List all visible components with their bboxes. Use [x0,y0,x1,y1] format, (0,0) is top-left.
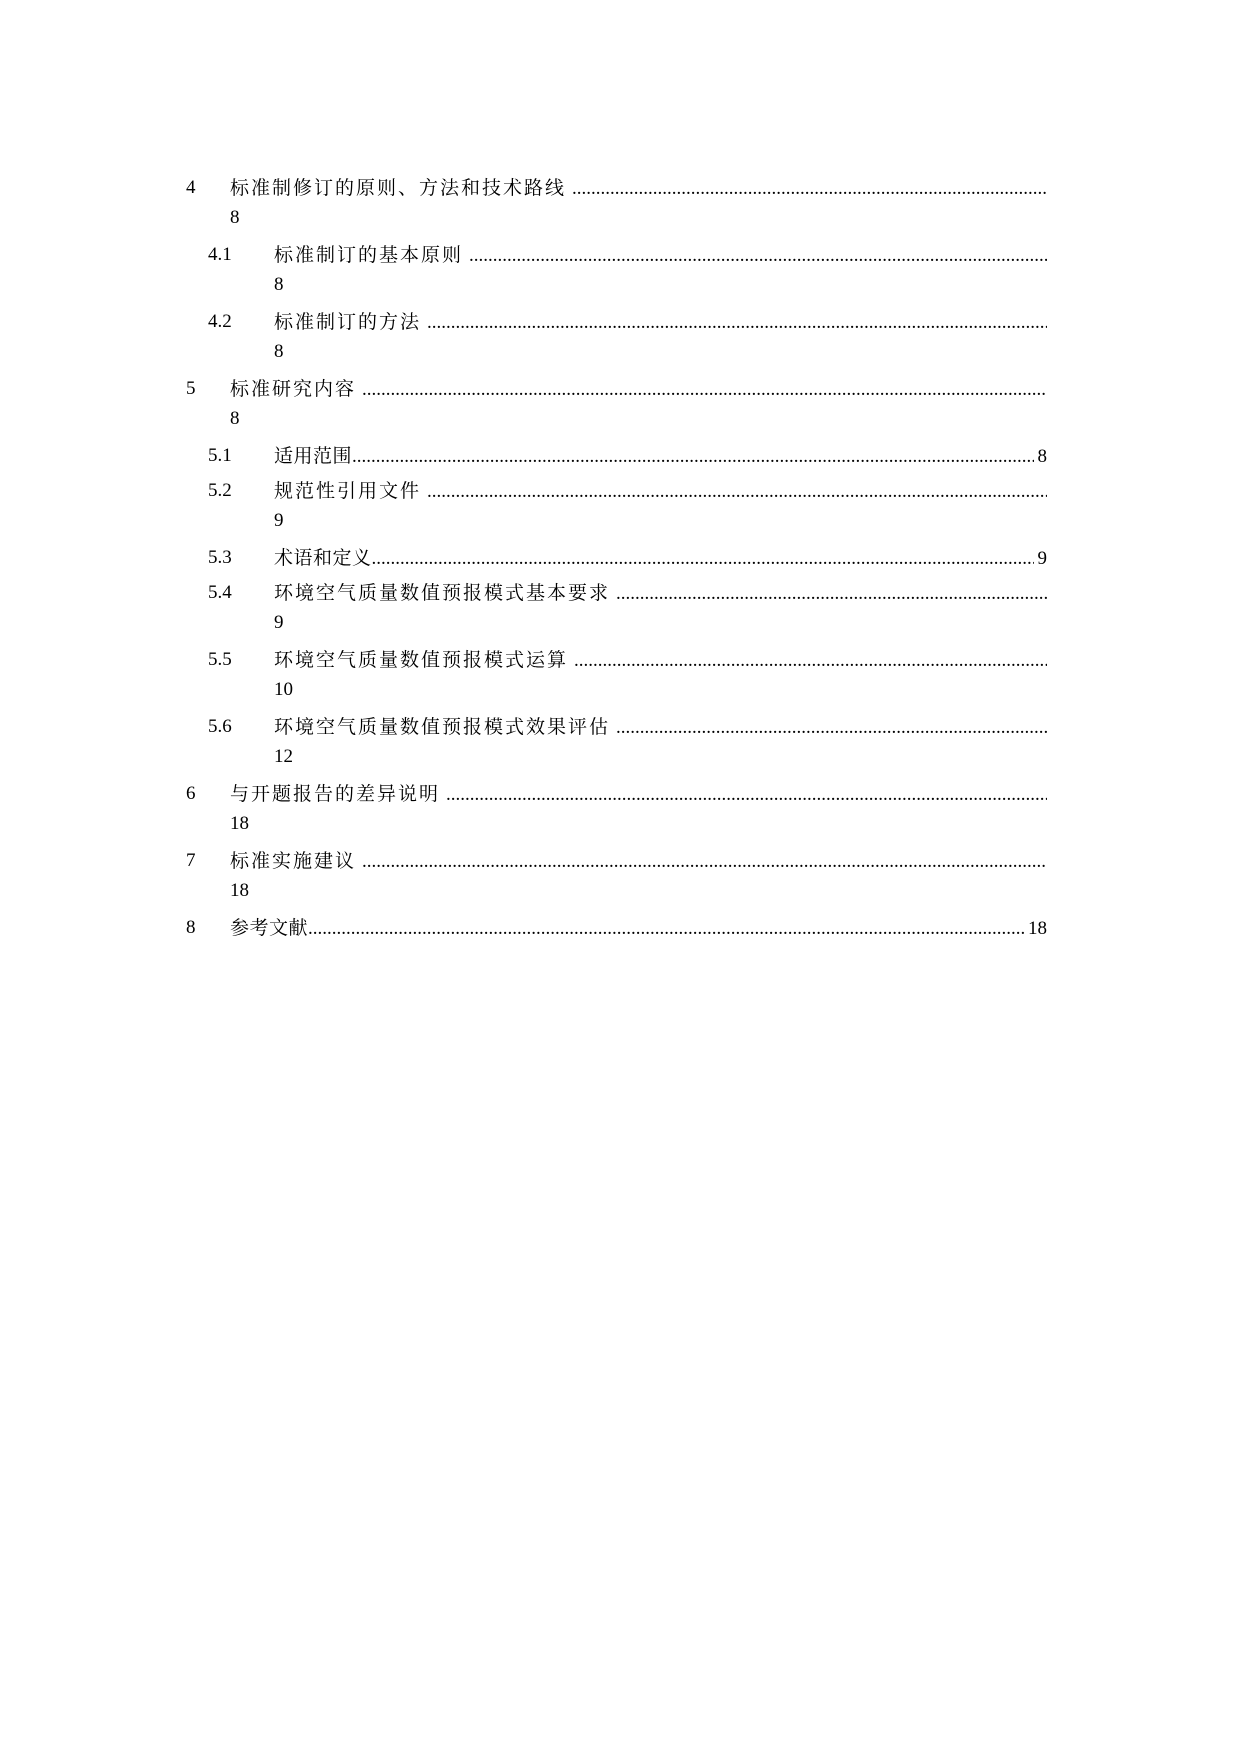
toc-entry-page: 8 [1037,446,1047,467]
toc-entry-page: 9 [274,510,284,531]
toc-entry-page: 9 [274,612,284,633]
toc-entry-number: 5 [186,378,196,399]
toc-entry-title: 标准实施建议 [230,850,357,872]
toc-entry-page: 18 [230,813,249,834]
toc-leader-dots [421,478,1047,506]
toc-entry-number: 5.5 [208,649,232,670]
toc-entry-number: 7 [186,850,196,871]
toc-entry-number: 5.3 [208,547,232,568]
toc-entry-title: 规范性引用文件 [274,480,422,502]
toc-entry[interactable] [274,713,1047,741]
toc-entry-title: 与开题报告的差异说明 [230,783,441,805]
toc-leader-dots [356,848,1047,876]
toc-entry-number: 4.2 [208,311,232,332]
toc-entry-page: 8 [274,341,284,362]
toc-leader-dots [356,376,1047,404]
toc-entry[interactable] [230,780,1047,808]
toc-entry-number: 6 [186,783,196,804]
toc-leader-dots [566,175,1047,203]
toc-entry[interactable] [274,308,1047,336]
toc-leader-dots [610,714,1047,742]
toc-entry-number: 5.1 [208,445,232,466]
toc-entry-number: 8 [186,917,196,938]
toc-leader-dots [372,545,1034,573]
toc-entry-title: 术语和定义 [274,547,372,569]
toc-leader-dots [610,580,1047,608]
toc-entry[interactable] [230,847,1047,875]
toc-entry[interactable] [230,375,1047,403]
toc-entry-title: 标准研究内容 [230,378,357,400]
toc-entry-title: 标准制订的基本原则 [274,244,464,266]
toc-leader-dots [352,443,1033,471]
toc-entry-title: 环境空气质量数值预报模式效果评估 [274,716,611,738]
toc-entry-number: 4 [186,177,196,198]
toc-entry-number: 5.4 [208,582,232,603]
toc-leader-dots [568,647,1047,675]
toc-entry-page: 8 [230,207,240,228]
toc-entry-title: 环境空气质量数值预报模式基本要求 [274,582,611,604]
toc-entry[interactable] [274,241,1047,269]
toc-entry-title: 标准制订的方法 [274,311,422,333]
toc-entry[interactable] [230,914,1047,942]
toc-entry[interactable] [274,477,1047,505]
toc-entry-page: 18 [230,880,249,901]
toc-leader-dots [308,915,1024,943]
toc-entry-page: 8 [274,274,284,295]
toc-entry[interactable] [274,442,1047,470]
toc-entry[interactable] [274,544,1047,572]
toc-entry[interactable] [274,646,1047,674]
toc-entry-number: 5.6 [208,716,232,737]
toc-entry-number: 5.2 [208,480,232,501]
toc-entry-title: 参考文献 [230,917,309,939]
toc-entry-title: 适用范围 [274,445,353,467]
toc-entry-page: 9 [1037,548,1047,569]
toc-leader-dots [440,781,1047,809]
toc-leader-dots [421,309,1047,337]
toc-entry-title: 标准制修订的原则、方法和技术路线 [230,177,567,199]
toc-entry[interactable] [274,579,1047,607]
toc-entry-page: 10 [274,679,293,700]
toc-entry[interactable] [230,174,1047,202]
toc-entry-page: 18 [1028,918,1047,939]
toc-leader-dots [463,242,1047,270]
toc-entry-title: 环境空气质量数值预报模式运算 [274,649,569,671]
toc-entry-page: 8 [230,408,240,429]
toc-entry-number: 4.1 [208,244,232,265]
toc-entry-page: 12 [274,746,293,767]
